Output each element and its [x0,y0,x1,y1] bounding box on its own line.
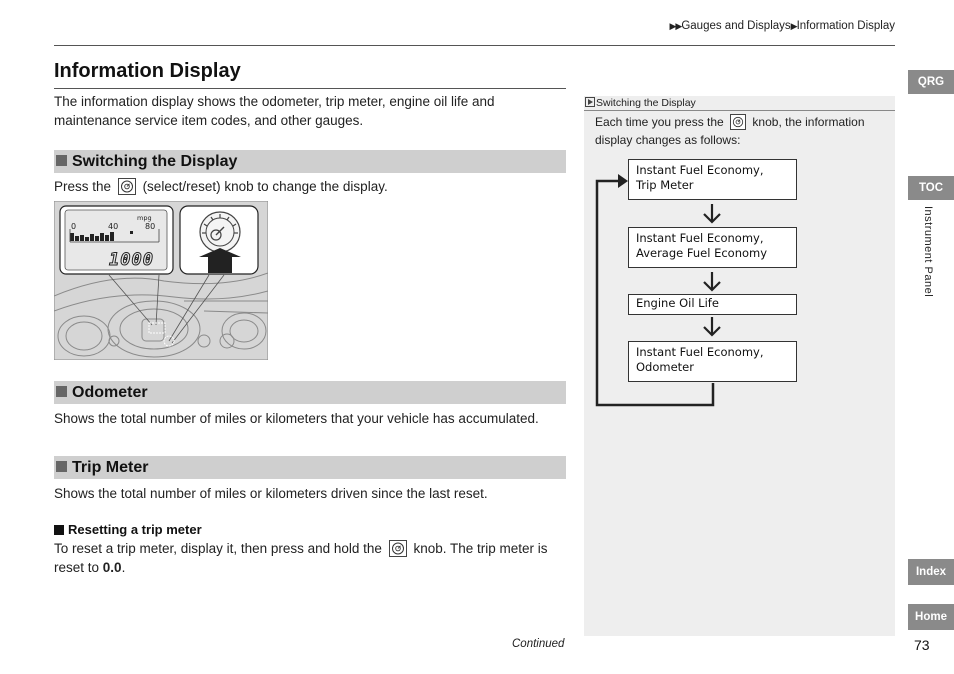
flow-down-arrow-icon [704,317,720,335]
flow-down-arrow-icon [704,204,720,222]
flow-step-line: Average Fuel Economy [636,246,768,260]
switching-text-before: Press the [54,179,112,194]
cycle-return-arrow-icon [618,174,628,188]
flow-step-engine-oil-life [628,294,797,315]
flow-step-trip-meter [628,159,797,200]
flow-step-line: Instant Fuel Economy, [636,345,764,359]
title-divider [54,88,566,89]
reset-trip-paragraph [54,539,566,577]
section-title-switching: Switching the Display [72,153,238,170]
flow-step-odometer [628,341,797,382]
reference-arrow-icon [585,97,595,107]
select-reset-knob-icon [118,178,136,195]
flow-step-line: Engine Oil Life [636,296,719,310]
section-header-odometer [54,381,566,404]
odometer-paragraph: Shows the total number of miles or kilometers that your vehicle has accumulated. [54,411,539,426]
tab-toc[interactable]: TOC [908,176,954,200]
tab-index[interactable]: Index [908,559,954,585]
gauge-label-80: 80 [145,222,156,231]
section-bullet-icon [56,155,67,166]
reset-value: 0.0 [102,560,122,575]
intro-paragraph: The information display shows the odometer, trip meter, engine oil life and maintenance service item codes, and other gauges. [54,94,495,128]
breadcrumb [669,20,895,32]
section-header-trip-meter [54,456,566,479]
header-divider [54,45,895,46]
flow-step-line: Instant Fuel Economy, [636,231,764,245]
breadcrumb-arrow-icon: ▶ [790,21,797,31]
section-title-odometer: Odometer [72,384,148,401]
reset-text-end: . [121,560,126,575]
section-bullet-icon [56,386,67,397]
reset-text-after: knob. The trip meter is reset to [54,541,548,575]
flow-step-line: Instant Fuel Economy, [636,163,764,177]
section-title-trip-meter: Trip Meter [72,459,149,476]
page-number: 73 [914,637,930,653]
select-reset-knob-icon [389,540,407,557]
flow-step-line: Trip Meter [636,178,694,192]
flow-down-arrow-icon [704,272,720,290]
odometer-digits: 1000 [109,250,154,270]
breadcrumb-item-info-display[interactable]: Information Display [796,20,895,32]
subheading-bullet-icon [54,525,64,535]
section-bullet-icon [56,461,67,472]
chapter-label: Instrument Panel [922,206,934,298]
gauge-unit: mpg [137,214,152,222]
note-text-before: Each time you press the [595,115,724,129]
subheading-reset-trip [54,522,202,537]
switching-paragraph [54,177,564,196]
breadcrumb-item-gauges[interactable]: Gauges and Displays [681,20,791,32]
tab-qrg[interactable]: QRG [908,70,954,94]
page-title: Information Display [54,60,241,82]
trip-meter-paragraph: Shows the total number of miles or kilometers driven since the last reset. [54,486,488,501]
gauge-label-0: 0 [71,222,77,231]
section-header-switching [54,150,566,173]
dashboard-illustration [54,201,268,360]
select-reset-knob-icon [730,114,746,130]
note-paragraph [595,114,887,149]
note-text-after: knob, the information display changes as follows: [595,115,865,147]
reset-text-before: To reset a trip meter, display it, then press and hold the [54,541,382,556]
subheading-reset-trip-text: Resetting a trip meter [68,522,202,537]
tab-home[interactable]: Home [908,604,954,630]
gauge-label-40: 40 [108,222,119,231]
note-header [584,96,895,111]
flow-step-line: Odometer [636,360,694,374]
breadcrumb-arrow-icon: ▶▶ [669,21,682,31]
switching-text-after: (select/reset) knob to change the display. [142,179,388,194]
continued-label: Continued [512,638,565,650]
flow-step-average-fuel [628,227,797,268]
note-header-text[interactable]: Switching the Display [596,97,696,109]
